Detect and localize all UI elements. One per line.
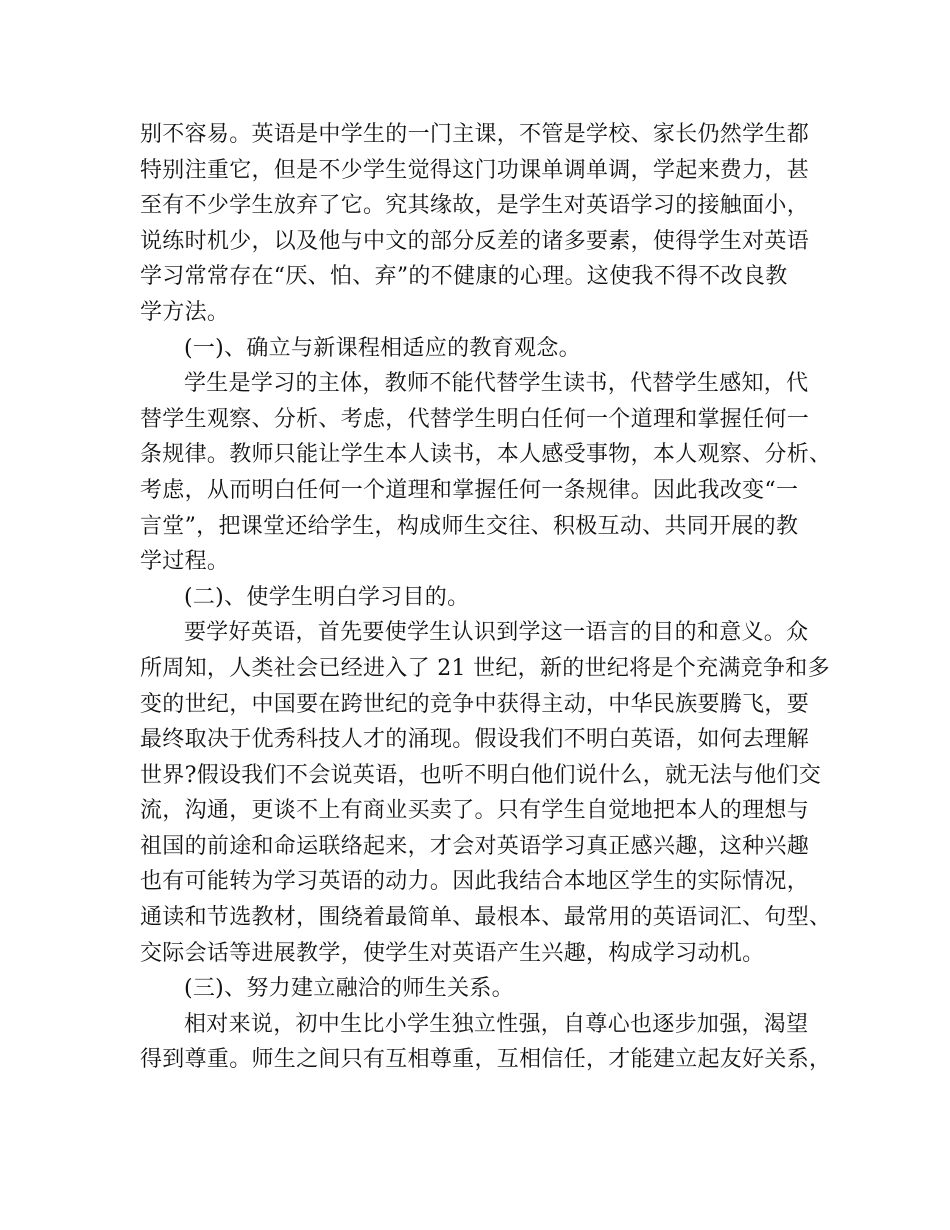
text-line: 要学好英语，首先要使学生认识到学这一语言的目的和意义。众: [184, 620, 809, 646]
document-body-text: [140, 117, 830, 1078]
text-line: 变的世纪，中国要在跨世纪的竞争中获得主动，中华民族要腾飞，要: [140, 691, 810, 717]
text-line: 学习常常存在“厌、怕、弃”的不健康的心理。这使我不得不改良教: [140, 264, 788, 290]
text-line: 得到尊重。师生之间只有互相尊重，互相信任，才能建立起友好关系，: [140, 1047, 832, 1073]
text-line: 流，沟通，更谈不上有商业买卖了。只有学生自觉地把本人的理想与: [140, 798, 810, 824]
text-line: 也有可能转为学习英语的动力。因此我结合本地区学生的实际情况，: [140, 869, 810, 895]
text-line: (二)、使学生明白学习目的。: [184, 584, 470, 610]
text-line: 特别注重它，但是不少学生觉得这门功课单调单调，学起来费力，甚: [140, 157, 810, 183]
text-line: (一)、确立与新课程相适应的教育观念。: [184, 335, 581, 361]
text-line: (三)、努力建立融洽的师生关系。: [184, 976, 514, 1002]
text-line: 学方法。: [140, 299, 230, 325]
text-line: 学过程。: [140, 549, 230, 575]
text-line: 至有不少学生放弃了它。究其缘故，是学生对英语学习的接触面小，: [140, 193, 810, 219]
text-line: 别不容易。英语是中学生的一门主课，不管是学校、家长仍然学生都: [140, 122, 810, 147]
text-line: 最终取决于优秀科技人才的涌现。假设我们不明白英语，如何去理解: [140, 727, 810, 753]
text-line: 世界?假设我们不会说英语，也听不明白他们说什么，就无法与他们交: [140, 762, 822, 788]
text-line: 所周知，人类社会已经进入了 21 世纪，新的世纪将是个充满竞争和多: [140, 655, 830, 681]
text-line: 通读和节选教材，围绕着最简单、最根本、最常用的英语词汇、句型、: [140, 905, 832, 931]
text-line: 交际会话等进展教学，使学生对英语产生兴趣，构成学习动机。: [140, 940, 765, 966]
text-line: 相对来说，初中生比小学生独立性强，自尊心也逐步加强，渴望: [184, 1011, 809, 1037]
text-line: 祖国的前途和命运联络起来，才会对英语学习真正感兴趣，这种兴趣: [140, 833, 810, 859]
text-line: 学生是学习的主体，教师不能代替学生读书，代替学生感知，代: [184, 371, 809, 397]
text-line: 说练时机少，以及他与中文的部分反差的诸多要素，使得学生对英语: [140, 228, 810, 254]
text-line: 考虑，从而明白任何一个道理和掌握任何一条规律。因此我改变“一: [140, 477, 799, 503]
text-line: 言堂”，把课堂还给学生，构成师生交往、积极互动、共同开展的教: [140, 513, 799, 539]
text-line: 条规律。教师只能让学生本人读书，本人感受事物，本人观察、分析、: [140, 442, 832, 468]
text-line: 替学生观察、分析、考虑，代替学生明白任何一个道理和掌握任何一: [140, 406, 810, 432]
